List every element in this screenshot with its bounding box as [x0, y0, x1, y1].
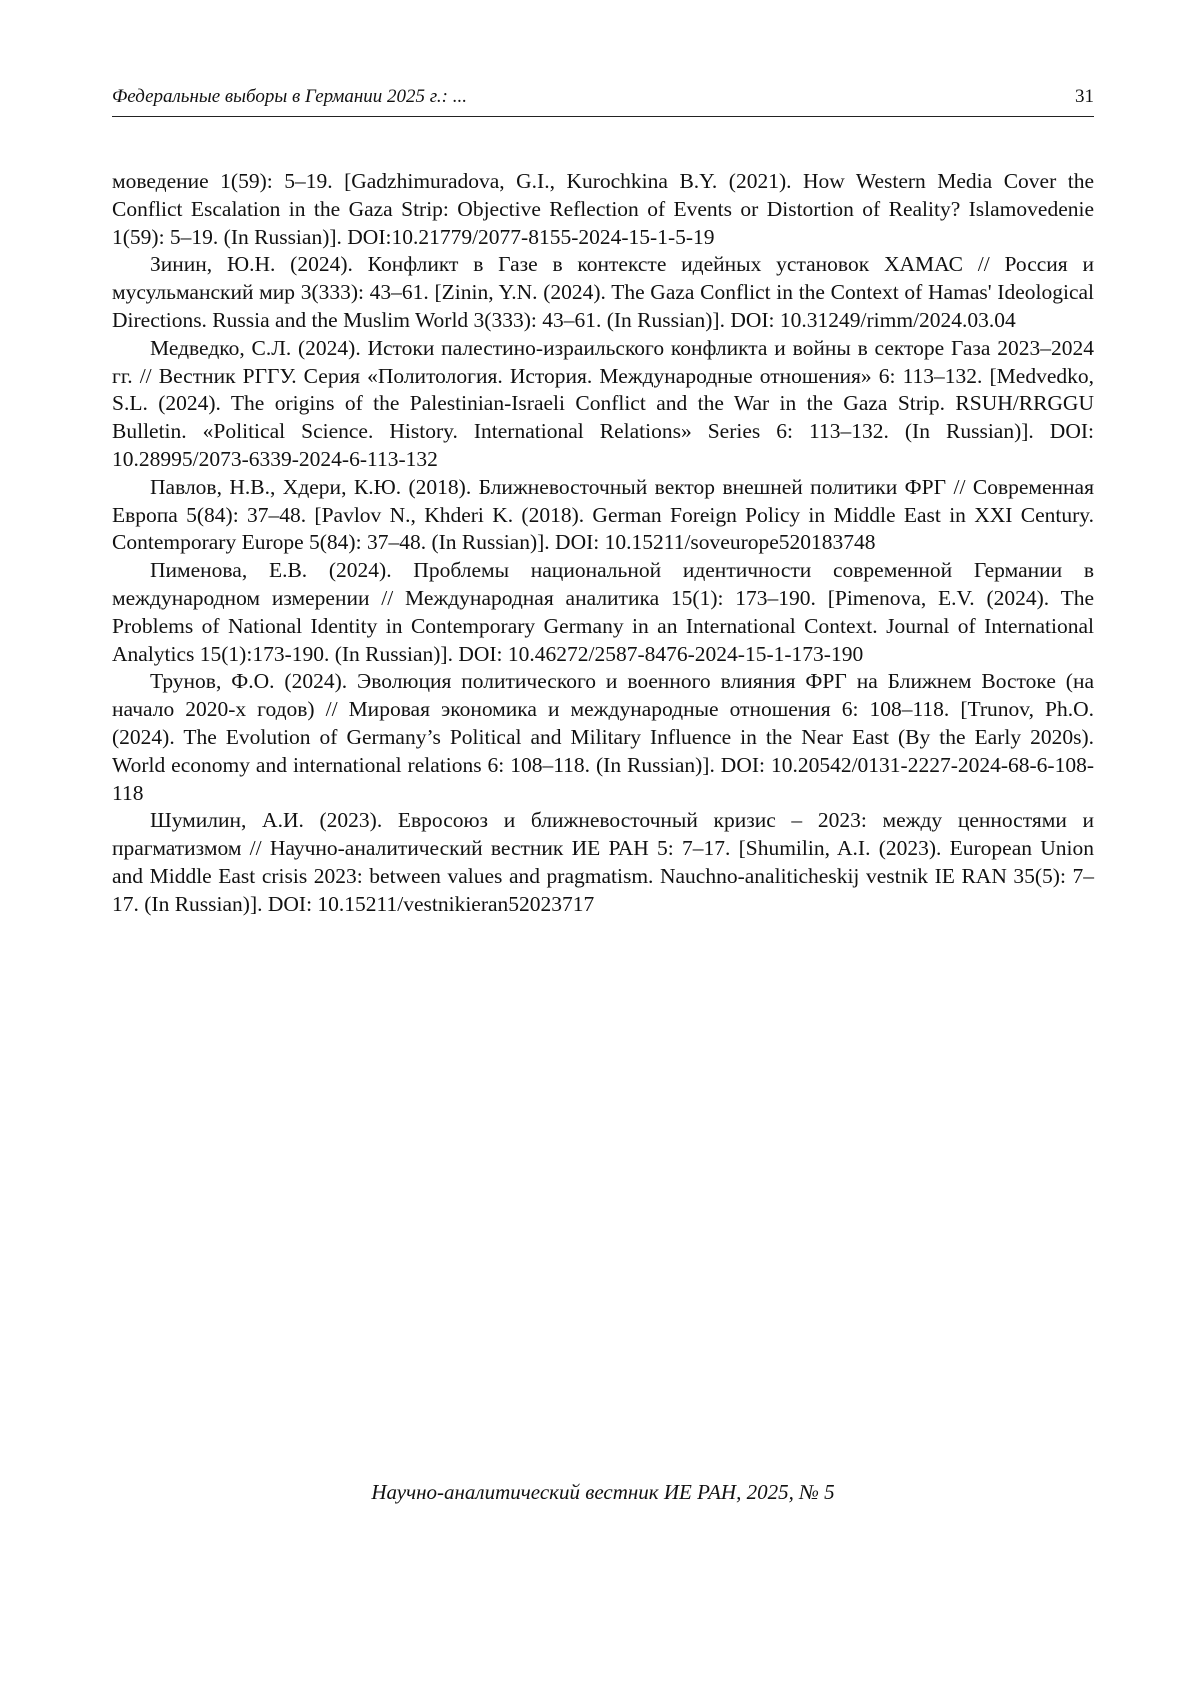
running-header — [112, 84, 1094, 117]
running-header-title: Федеральные выборы в Германии 2025 г.: ... — [112, 86, 467, 107]
reference-continuation: моведение 1(59): 5–19. [Gadzhimuradova, G.I., Kurochkina B.Y. (2021). How Western Media Cover the Conflict Escalation in the Gaza Strip: Objective Reflection of Events or Distortion of Reality? Islamovedenie 1(59): 5–19. (In Russian)]. DOI:10.21779/2077-8155-2024-15-1-5-19 — [112, 169, 1094, 249]
reference-entry: Павлов, Н.В., Хдери, К.Ю. (2018). Ближневосточный вектор внешней политики ФРГ // Современная Европа 5(84): 37–48. [Pavlov N., Khderi K. (2018). German Foreign Policy in Middle East in XXI Century. Contemporary Europe 5(84): 37–48. (In Russian)]. DOI: 10.15211/soveurope520183748 — [112, 474, 1094, 555]
reference-entry: Трунов, Ф.О. (2024). Эволюция политического и военного влияния ФРГ на Ближнем Востоке (на начало 2020-х годов) // Мировая экономика и международные отношения 6: 108–118. [Trunov, Ph.O. (2024). The Evolution of Germany’s Political and Military Influence in the Near East (By the Early 2020s). World economy and international relations 6: 108–118. (In Russian)]. DOI: 10.20542/0131-2227-2024-68-6-108-118 — [112, 669, 1094, 805]
reference-entry: Зинин, Ю.Н. (2024). Конфликт в Газе в контексте идейных установок ХАМАС // Россия и мусульманский мир 3(333): 43–61. [Zinin, Y.N. (2024). The Gaza Conflict in the Context of Hamas' Ideological Directions. Russia and the Muslim World 3(333): 43–61. (In Russian)]. DOI: 10.31249/rimm/2024.03.04 — [112, 252, 1094, 332]
reference-entry: Шумилин, А.И. (2023). Евросоюз и ближневосточный кризис – 2023: между ценностями и прагматизмом // Научно-аналитический вестник ИЕ РАН 5: 7–17. [Shumilin, A.I. (2023). European Union and Middle East crisis 2023: between values and pragmatism. Nauchno-analiticheskij vestnik IE RAN 35(5): 7–17. (In Russian)]. DOI: 10.15211/vestnikieran52023717 — [112, 808, 1094, 916]
page-number: 31 — [1075, 86, 1094, 107]
reference-entry: Пименова, Е.В. (2024). Проблемы национальной идентичности современной Германии в международном измерении // Международная аналитика 15(1): 173–190. [Pimenova, E.V. (2024). The Problems of National Identity in Contemporary Germany in an International Context. Journal of International Analytics 15(1):173-190. (In Russian)]. DOI: 10.46272/2587-8476-2024-15-1-173-190 — [112, 558, 1094, 666]
running-footer: Научно-аналитический вестник ИЕ РАН, 2025, № 5 — [371, 1480, 835, 1504]
reference-list — [112, 168, 1094, 919]
reference-entry: Медведко, С.Л. (2024). Истоки палестино-израильского конфликта и войны в секторе Газа 2023–2024 гг. // Вестник РГГУ. Серия «Политология. История. Международные отношения» 6: 113–132. [Medvedko, S.L. (2024). The origins of the Palestinian-Israeli Conflict and the War in the Gaza Strip. RSUH/RRGGU Bulletin. «Political Science. History. International Relations» Series 6: 113–132. (In Russian)]. DOI: 10.28995/2073-6339-2024-6-113-132 — [112, 335, 1094, 471]
